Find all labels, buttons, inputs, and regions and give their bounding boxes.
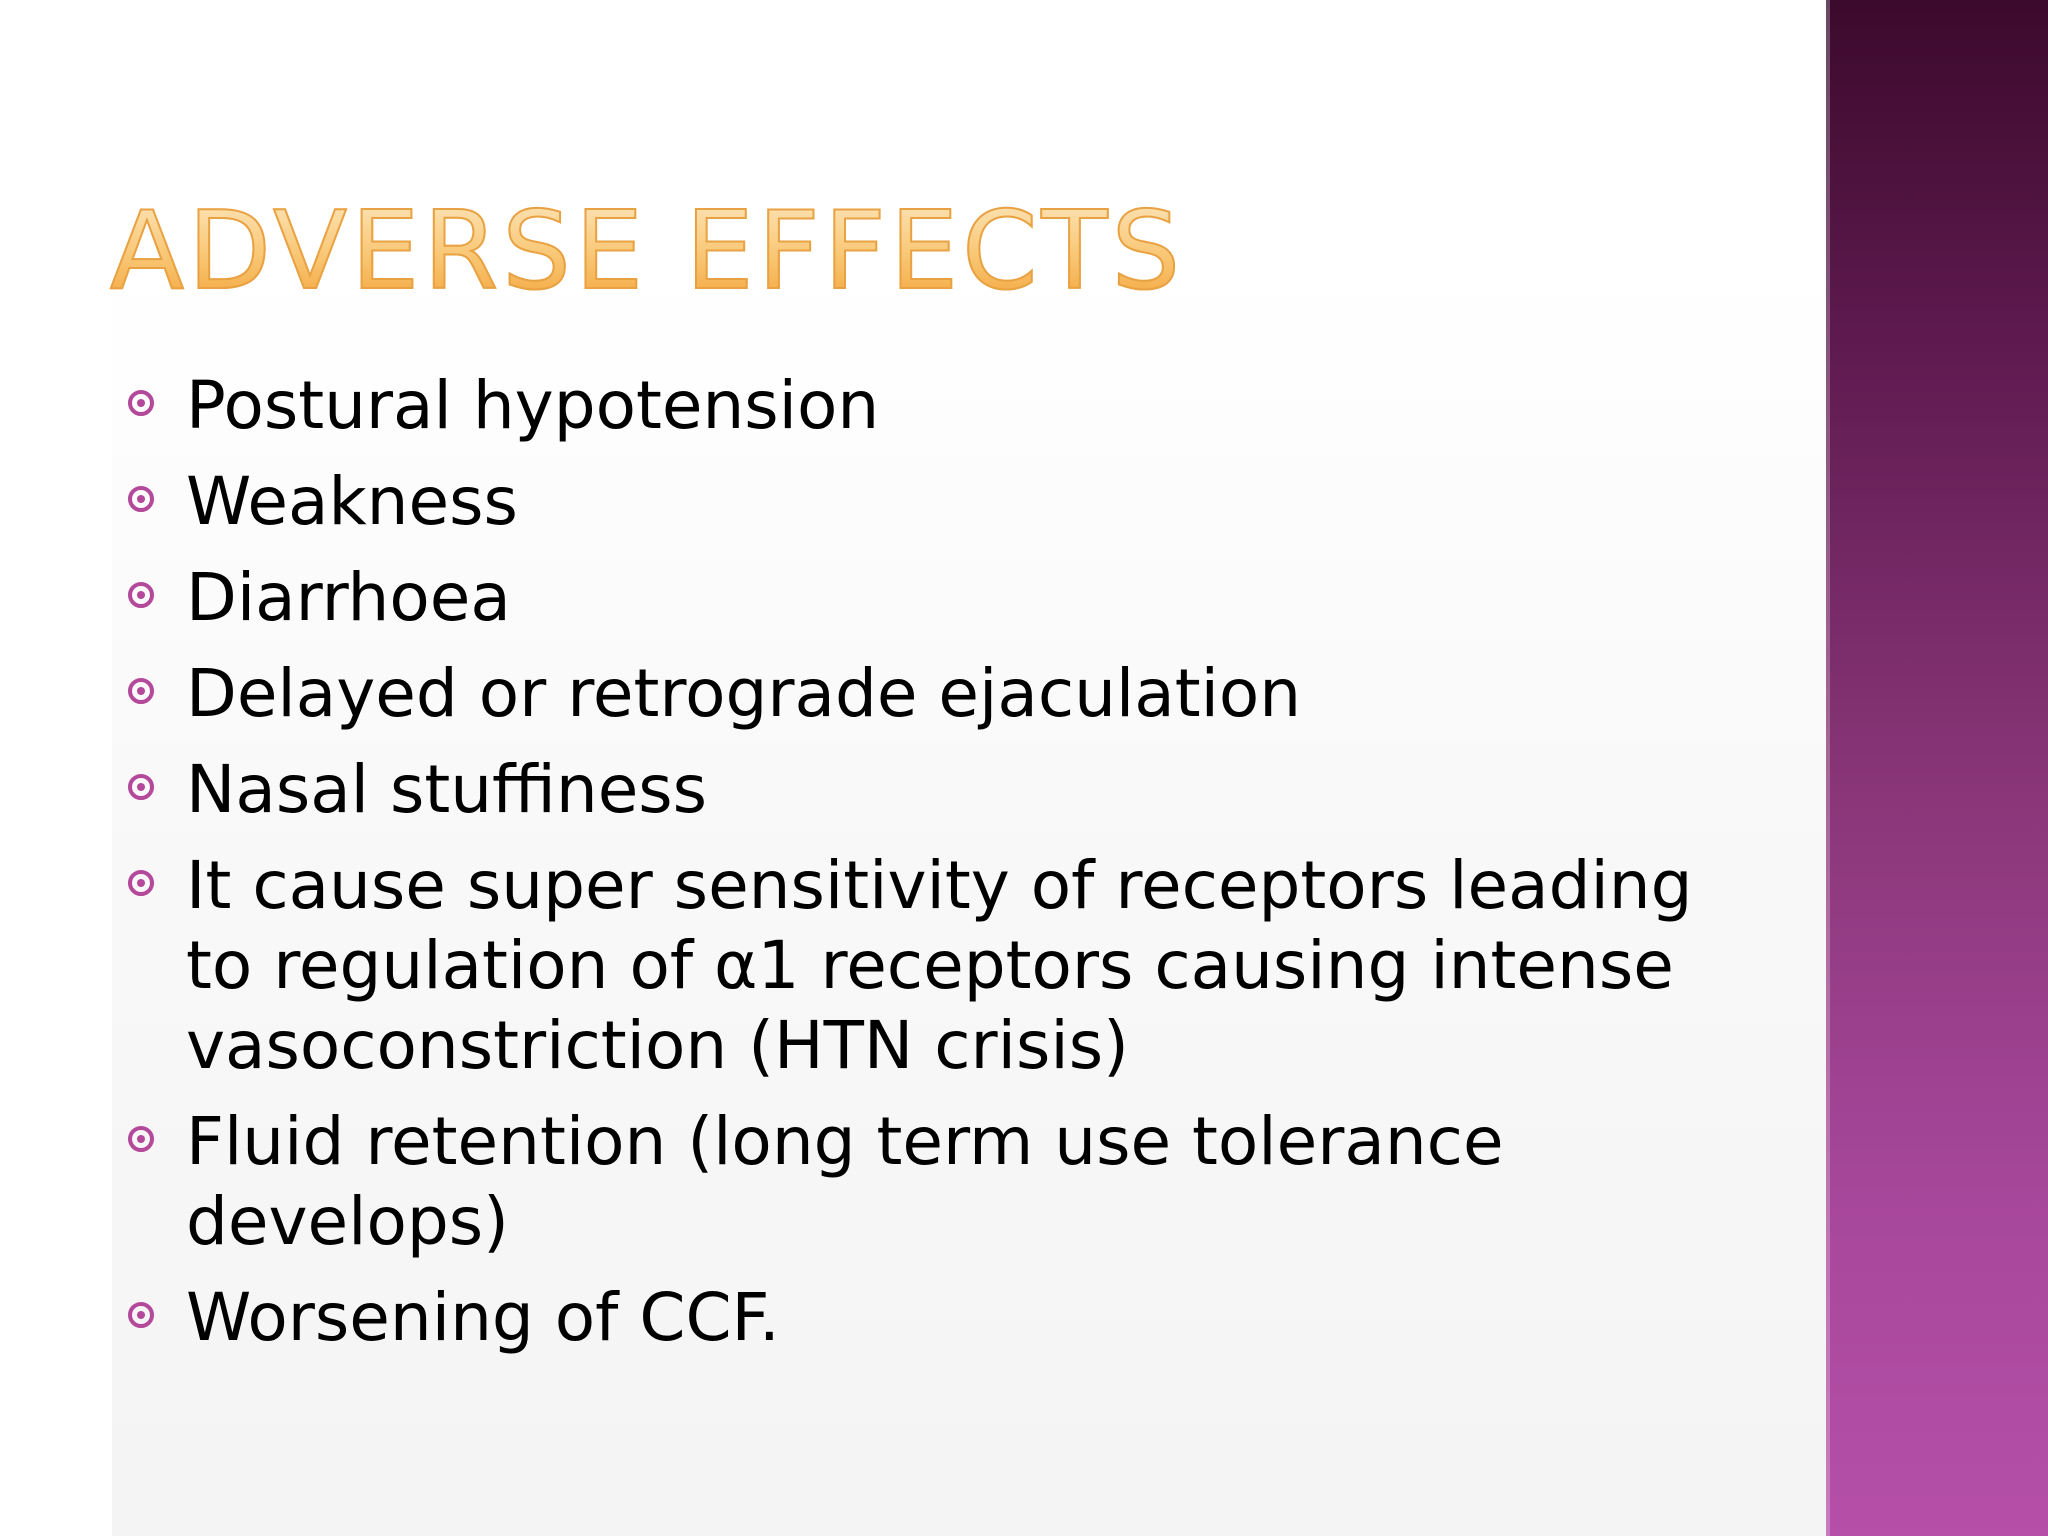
bullet-text: Weakness [186,463,518,540]
bullet-text: It cause super sensitivity of receptors leading to regulation of α1 receptors causing intense vasoconstriction (HTN crisis) [186,847,1693,1084]
side-band-edge [1826,0,1830,1536]
circled-dot-icon [128,774,154,800]
list-item [122,654,1722,734]
bullet-list [122,366,1722,1374]
slide-title: ADVERSE EFFECTS [110,189,1185,314]
circled-dot-icon [128,678,154,704]
bullet-text: Postural hypotension [186,367,880,444]
bullet-text: Fluid retention (long term use tolerance develops) [186,1103,1504,1260]
list-item [122,558,1722,638]
bullet-text: Diarrhoea [186,559,511,636]
circled-dot-icon [128,1126,154,1152]
bullet-text: Nasal stuffiness [186,751,708,828]
list-item [122,462,1722,542]
circled-dot-icon [128,390,154,416]
list-item [122,846,1722,1086]
list-item [122,366,1722,446]
list-item [122,1102,1722,1262]
bullet-text: Delayed or retrograde ejaculation [186,655,1302,732]
circled-dot-icon [128,1302,154,1328]
bullet-text: Worsening of CCF. [186,1279,780,1356]
list-item [122,750,1722,830]
circled-dot-icon [128,870,154,896]
list-item [122,1278,1722,1358]
decorative-side-band [1826,0,2048,1536]
circled-dot-icon [128,582,154,608]
circled-dot-icon [128,486,154,512]
